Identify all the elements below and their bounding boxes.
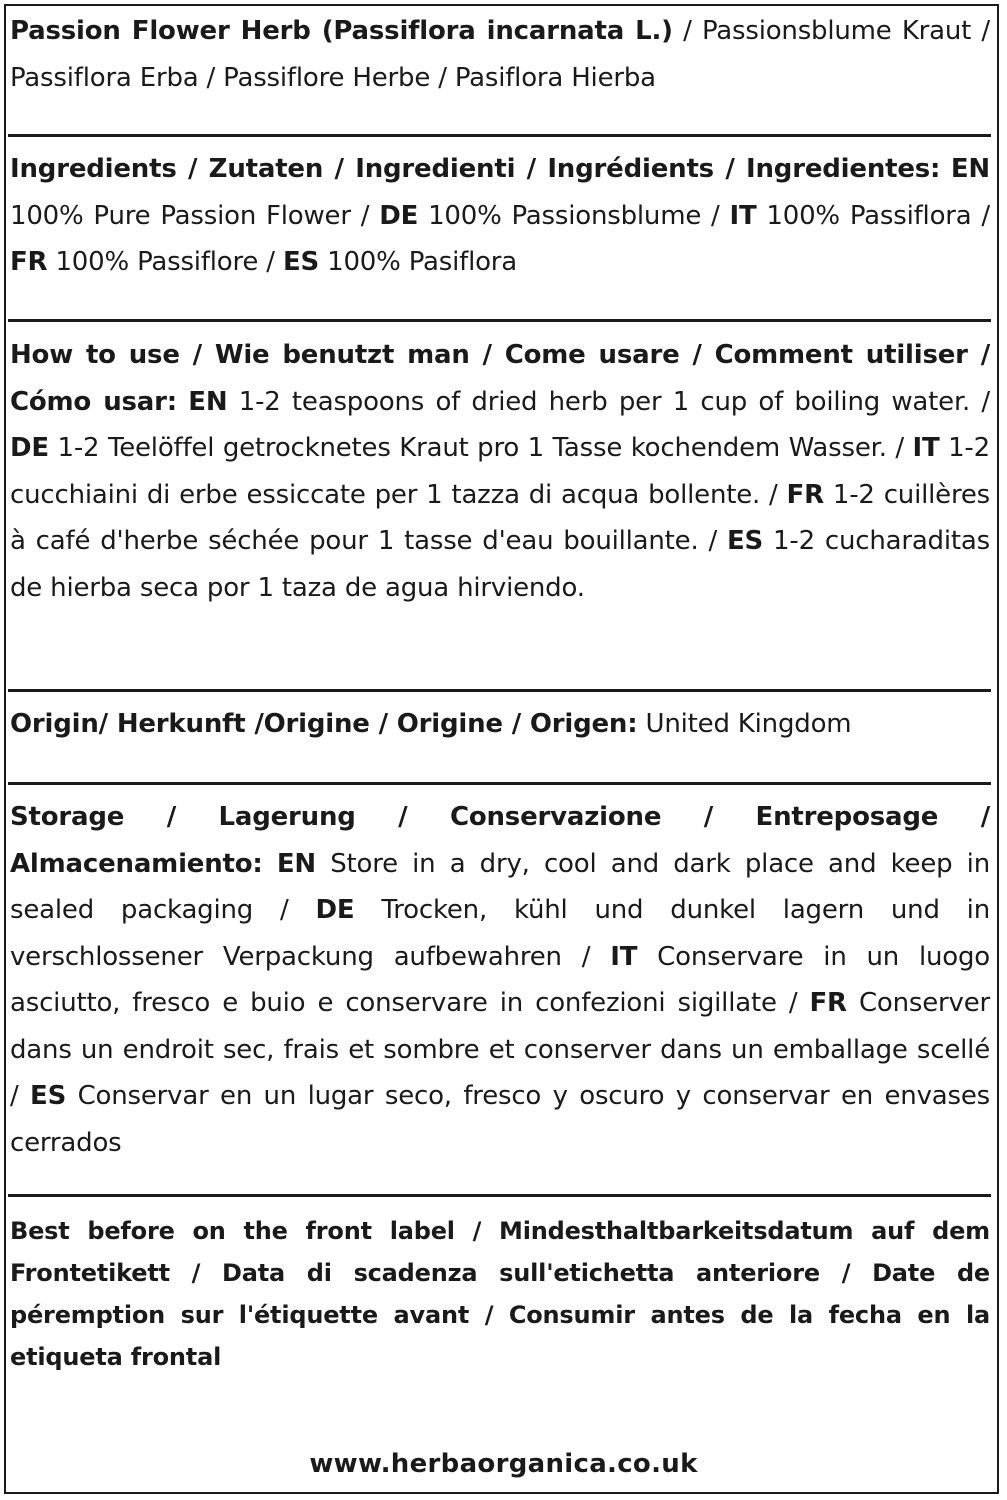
product-title-bold: Passion Flower Herb (Passiflora incarnata L.) xyxy=(10,16,673,46)
ingredients-es: 100% Pasiflora xyxy=(327,247,518,277)
usage-fr: 1-2 cuillères à café d'herbe séchée pour 1 tasse d'eau bouillante. / xyxy=(10,479,990,556)
lang-code-es: ES xyxy=(30,1081,67,1111)
storage-it: Conservare in un luogo asciutto, fresco e buio e conservare in confezioni sigillate / xyxy=(10,941,990,1018)
storage-es: Conservar en un lugar seco, fresco y oscuro y conservar en envases cerrados xyxy=(10,1081,990,1158)
lang-code-es: ES xyxy=(727,526,764,556)
storage-de: Trocken, kühl und dunkel lagern und in verschlossener Verpackung aufbewahren / xyxy=(10,895,990,972)
ingredients-heading: Ingredients / Zutaten / Ingredienti / Ingrédients / Ingredientes: xyxy=(10,154,941,184)
divider xyxy=(8,689,991,692)
lang-code-fr: FR xyxy=(786,479,824,510)
product-title-translations: / Passionsblume Kraut / Passiflora Erba / Passiflore Herbe / Pasiflora Hierba xyxy=(10,16,990,93)
usage-heading: How to use / Wie benutzt man / Come usare / Comment utiliser / Cómo usar: xyxy=(10,340,990,417)
lang-code-en: EN xyxy=(276,848,316,879)
lang-code-it: IT xyxy=(912,433,940,463)
ingredients-fr: 100% Passiflore / xyxy=(55,247,275,277)
lang-code-de: DE xyxy=(10,433,49,463)
storage-fr: Conserver dans un endroit sec, frais et sombre et conserver dans un emballage scellé / xyxy=(10,988,990,1111)
lang-code-en: EN xyxy=(950,154,990,184)
lang-code-de: DE xyxy=(379,200,419,231)
usage-de: 1-2 Teelöffel getrocknetes Kraut pro 1 Tasse kochendem Wasser. / xyxy=(57,433,904,463)
storage-en: Store in a dry, cool and dark place and keep in sealed packaging / xyxy=(10,848,990,925)
lang-code-es: ES xyxy=(282,247,320,277)
lang-code-fr: FR xyxy=(809,988,847,1018)
ingredients-en: 100% Pure Passion Flower / xyxy=(10,200,370,231)
divider xyxy=(8,319,991,322)
lang-code-fr: FR xyxy=(10,247,48,277)
divider xyxy=(8,134,991,137)
lang-code-it: IT xyxy=(729,200,757,231)
origin-value: United Kingdom xyxy=(645,709,852,739)
divider xyxy=(8,1194,991,1197)
ingredients-it: 100% Passiflora / xyxy=(766,200,990,231)
lang-code-it: IT xyxy=(610,941,638,972)
divider xyxy=(8,782,991,785)
storage-section xyxy=(10,794,990,1166)
usage-section xyxy=(10,332,990,611)
usage-es: 1-2 cucharaditas de hierba seca por 1 taza de agua hirviendo. xyxy=(10,526,990,603)
website-url: www.herbaorganica.co.uk xyxy=(309,1449,698,1479)
origin-section xyxy=(10,701,990,748)
lang-code-en: EN xyxy=(188,386,228,417)
product-title xyxy=(10,8,990,101)
ingredients-de: 100% Passionsblume / xyxy=(428,200,720,231)
usage-en: 1-2 teaspoons of dried herb per 1 cup of boiling water. / xyxy=(238,386,990,417)
storage-heading: Storage / Lagerung / Conservazione / Entreposage / Almacenamiento: xyxy=(10,802,990,879)
ingredients-section xyxy=(10,146,990,286)
origin-heading: Origin/ Herkunft /Origine / Origine / Origen: xyxy=(10,709,638,739)
lang-code-de: DE xyxy=(315,895,355,925)
best-before-note: Best before on the front label / Mindesthaltbarkeitsdatum auf dem Frontetikett / Data di scadenza sull'etichetta anteriore / Date de péremption sur l'étiquette avant / Consumir antes de la fecha en la etiqueta frontal xyxy=(10,1217,990,1371)
usage-it: 1-2 cucchiaini di erbe essiccate per 1 tazza di acqua bollente. / xyxy=(10,433,990,510)
